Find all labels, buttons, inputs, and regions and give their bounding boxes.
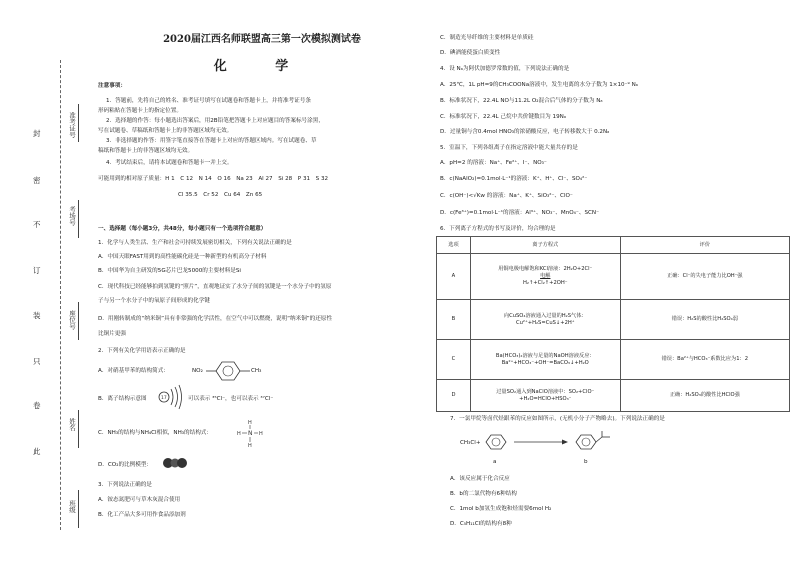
binding-mark: 不 xyxy=(33,220,41,229)
equation-cell xyxy=(470,340,620,380)
seat-label: 座位号 xyxy=(68,310,76,330)
option-cell: B xyxy=(437,300,471,340)
table-header: 评价 xyxy=(620,237,789,254)
table-row xyxy=(437,380,790,412)
svg-text:N: N xyxy=(248,430,253,437)
question-stem: 2．下列有关化学用语表示正确的是 xyxy=(98,348,186,354)
table-header: 选项 xyxy=(437,237,471,254)
equation-line: 向CuSO₄溶液通入过量的H₂S气体： xyxy=(503,312,587,319)
equation-line: +H₂O=HClO+HSO₃⁻ xyxy=(519,395,572,402)
subject-title: 化 学 xyxy=(213,59,311,74)
note-line: 3．非选择题的作答：用签字笔直接答在答题卡上对应的答题区域内。写在试题卷、草 xyxy=(106,138,317,144)
class-field[interactable] xyxy=(78,490,79,528)
equation-cell xyxy=(470,254,620,300)
exam-no-field[interactable] xyxy=(78,104,79,142)
option: B．离子结构示意图 xyxy=(98,396,147,402)
option: 子与另一个水分子中的氧原子间形成的化学键 xyxy=(98,298,210,304)
option: A．该反应属于化合反应 xyxy=(450,476,510,482)
ion-structure-diagram xyxy=(156,384,184,410)
binding-dashed-line xyxy=(60,60,61,530)
question-stem: 4．设 Nₐ为阿伏加德罗常数的值，下列说法正确的是 xyxy=(440,66,570,72)
option: A．铵态氮肥可与草木灰混合使用 xyxy=(98,497,181,503)
name-field[interactable] xyxy=(78,410,79,448)
option: A．中国天眼FAST用到的高性能碳化硅是一种新型的有机高分子材料 xyxy=(98,254,267,260)
reaction-scheme xyxy=(484,430,614,458)
binding-mark: 订 xyxy=(33,266,41,275)
room-field[interactable] xyxy=(78,200,79,238)
table-header: 离子方程式 xyxy=(470,237,620,254)
evaluation-cell: 正确：H₂SO₃的酸性比HClO强 xyxy=(620,380,789,412)
option: C．现代科技已经能够拍到氢键的“照片”，直观地证实了水分子间的氢键是一个水分子中的氢原 xyxy=(98,284,332,290)
option: A．25℃，1L pH=9的CH₃COONa溶液中，发生电离的水分子数为 1×10⁻⁹ Nₐ xyxy=(440,82,638,88)
condition-label: 电解 xyxy=(540,273,551,279)
option: D．CO₂的比例模型： xyxy=(98,462,153,468)
question-stem: 3．下列说法正确的是 xyxy=(98,482,152,488)
binding-mark: 卷 xyxy=(33,401,41,410)
note-line: 形码粘贴在答题卡上的指定位置。 xyxy=(98,108,182,114)
svg-text:H: H xyxy=(237,431,241,437)
structure-label-b: b xyxy=(584,459,588,465)
exam-title: 2020届江西名师联盟高三第一次模拟测试卷 xyxy=(163,34,361,45)
option: D．用刚转制成的“纳米铜”具有非常强的化学活性，在空气中可以燃烧，说明“纳米铜”的还原性 xyxy=(98,316,333,322)
option: D．过量铜与含0.4mol HNO₃的浓硝酸反应，电子转移数大于 0.2Nₐ xyxy=(440,129,610,135)
option: D．C₅H₁₁Cl的结构有8种 xyxy=(450,521,512,527)
binding-mark: 封 xyxy=(33,129,41,138)
option: C．制造光导纤维的主要材料是单质硅 xyxy=(440,35,534,41)
option-cell: A xyxy=(437,254,471,300)
option: B．c(NaAlO₂)=0.1mol·L⁻¹的溶液：K⁺、H⁺、Cl⁻、SO₄²⁻ xyxy=(440,176,588,182)
equation-cell xyxy=(470,380,620,412)
table-row xyxy=(437,340,790,380)
table-row xyxy=(437,254,790,300)
section-heading: 一、选择题（每小题3分，共48分，每小题只有一个选项符合题意） xyxy=(98,226,267,232)
option-cell: D xyxy=(437,380,471,412)
table-header-row xyxy=(437,237,790,254)
binding-margin xyxy=(0,0,92,562)
option: C．c(OH⁻)<√Kw 的溶液：Na⁺、K⁺、SiO₃²⁻、ClO⁻ xyxy=(440,193,573,199)
note-line: 写在试题卷、草稿纸和答题卡上的非答题区域均无效。 xyxy=(98,128,233,134)
co2-ratio-model xyxy=(162,456,188,470)
exam-no-label: 准考证号 xyxy=(68,112,76,138)
option-continuation: 可以表示 ³⁵Cl⁻，也可以表示 ³⁷Cl⁻ xyxy=(188,396,274,402)
name-label: 姓名 xyxy=(68,418,76,431)
option: C．标准状况下，22.4L 己烷中共价键数目为 19Nₐ xyxy=(440,114,567,120)
equation-line: Ba(HCO₃)₂溶液与足量的NaOH溶液反应： xyxy=(495,352,595,359)
notes-heading: 注意事项： xyxy=(98,83,126,89)
structure-label-a: a xyxy=(493,459,497,465)
option: A．pH=2 的溶液：Na⁺、Fe²⁺、I⁻、NO₃⁻ xyxy=(440,160,547,166)
nh3-structural-formula xyxy=(236,418,266,448)
option: D．c(Fe³⁺)=0.1mol·L⁻¹的溶液：Al³⁺、NO₃⁻、MnO₄⁻、SCN⁻ xyxy=(440,210,600,216)
equation-line: Ba²⁺+HCO₃⁻+OH⁻=BaCO₃↓+H₂O xyxy=(501,359,589,366)
equation-line: 用铜电极电解饱和KCl溶液：2H₂O+2Cl⁻ xyxy=(498,266,593,272)
option: B．化工产品大多可用作食品添加剂 xyxy=(98,512,186,518)
note-line: 1．答题前，先将自己的姓名、准考证号填写在试题卷和答题卡上，并将准考证号条 xyxy=(106,98,311,104)
binding-mark: 只 xyxy=(33,357,41,366)
question-stem: 6．下列离子方程式的书写及评价，均合理的是 xyxy=(440,226,556,232)
option: D．碘酒能使蛋白质变性 xyxy=(440,50,501,56)
option-cell: C xyxy=(437,340,471,380)
atomic-mass-line: Cl 35.5 Cr 52 Cu 64 Zn 65 xyxy=(178,192,263,198)
equation-line: H₂↑+Cl₂↑+2OH⁻ xyxy=(522,280,568,286)
equation-line: 过量SO₂通入到NaClO溶液中：SO₂+ClO⁻ xyxy=(496,388,595,395)
reactant-text: CH₃Cl+ xyxy=(460,440,481,446)
equation-cell xyxy=(470,300,620,340)
option: C．1mol b加氢生成饱和烃需要6mol H₂ xyxy=(450,506,552,512)
svg-text:H: H xyxy=(248,443,252,448)
note-line: 稿纸和答题卡上的非答题区域均无效。 xyxy=(98,148,194,154)
evaluation-cell: 错误：H₂S的酸性比H₂SO₄弱 xyxy=(620,300,789,340)
option: 比铜片更强 xyxy=(98,331,126,337)
option: C．NH₃的结构与NH₄Cl相似，NH₃的结构式： xyxy=(98,430,212,436)
svg-text:H: H xyxy=(248,420,252,426)
class-label: 班级 xyxy=(68,500,76,513)
binding-mark: 此 xyxy=(33,447,41,456)
note-line: 4．考试结束后，请将本试题卷和答题卡一并上交。 xyxy=(106,160,233,166)
binding-mark: 装 xyxy=(33,311,41,320)
formula-group: NO₂ xyxy=(192,368,203,374)
room-label: 考场号 xyxy=(68,206,76,226)
question-stem: 7．一氯甲烷等卤代烃跟苯的反应如图所示，(无机小分子产物略去)。下列说法正确的是 xyxy=(450,416,665,422)
evaluation-cell: 正确：Cl⁻的失电子能力比OH⁻强 xyxy=(620,254,789,300)
svg-text:17: 17 xyxy=(161,396,167,401)
reaction-table xyxy=(436,236,790,412)
question-stem: 1．化学与人类生活、生产和社会可持续发展密切相关，下列有关说法正确的是 xyxy=(98,240,292,246)
equation-line: Cu²⁺+H₂S=CuS↓+2H⁺ xyxy=(516,319,575,326)
option: B．b的二氯代物有6种结构 xyxy=(450,491,517,497)
binding-mark: 密 xyxy=(33,176,41,185)
option: B．中国华为自主研发的5G芯片巴龙5000的主要材料是Si xyxy=(98,268,241,274)
question-stem: 5．室温下，下列各组离子在指定溶液中能大量共存的是 xyxy=(440,145,578,151)
svg-text:H: H xyxy=(259,431,263,437)
formula-group: CH₃ xyxy=(251,368,262,374)
atomic-mass-line: 可能用到的相对原子质量：H 1 C 12 N 14 O 16 Na 23 Al 27 Si 28 P 31 S 32 xyxy=(98,176,329,182)
table-row xyxy=(437,300,790,340)
option: A．对硝基甲苯的结构简式： xyxy=(98,368,169,374)
note-line: 2．选择题的作答：每小题选出答案后，用2B铅笔把答题卡上对应题目的答案标号涂黑， xyxy=(106,118,324,124)
evaluation-cell: 错误：Ba²⁺与HCO₃⁻系数比应为1：2 xyxy=(620,340,789,380)
seat-field[interactable] xyxy=(78,302,79,340)
option: B．标准状况下，22.4L NO与11.2L O₂混合后气体的分子数为 Nₐ xyxy=(440,98,603,104)
